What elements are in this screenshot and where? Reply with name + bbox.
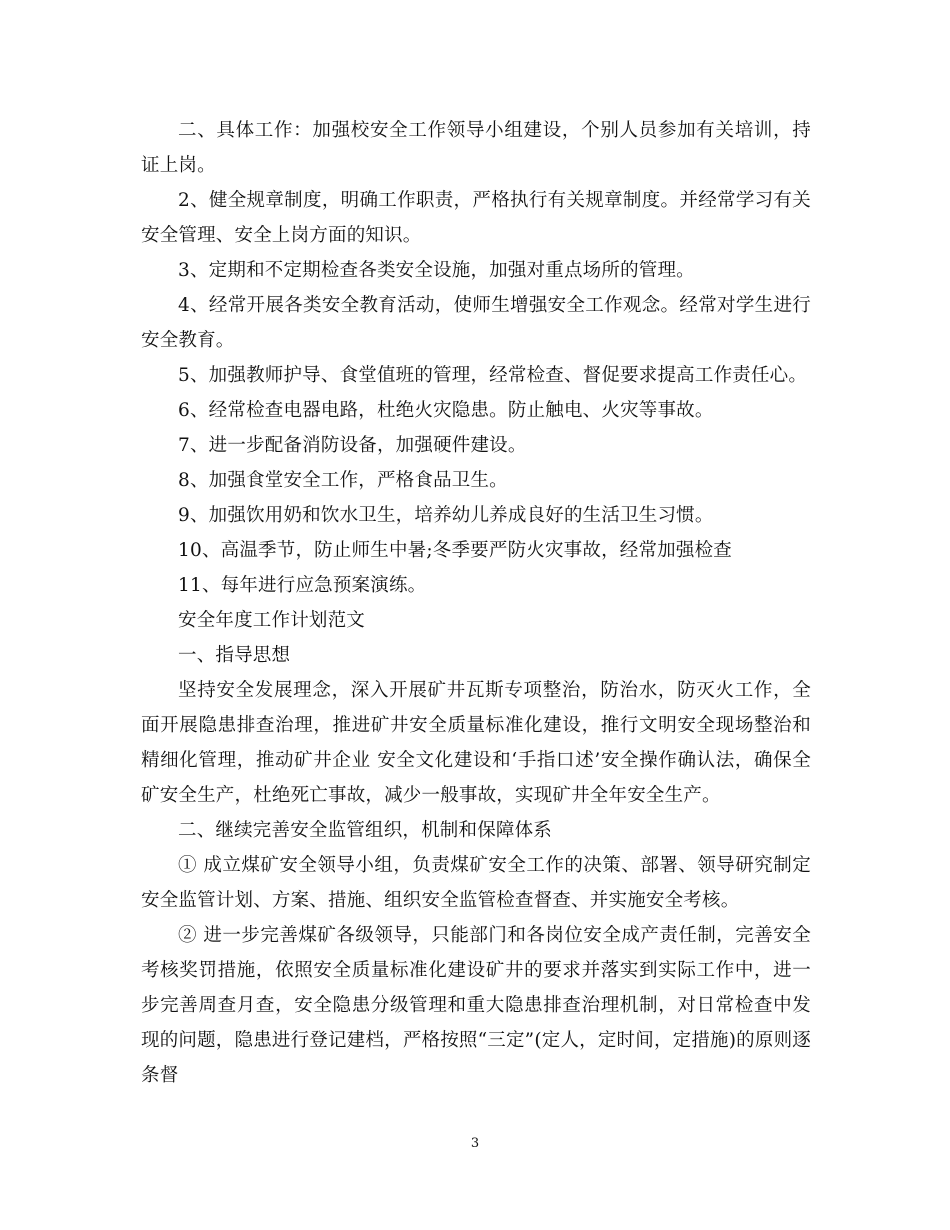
page-number: 3 (470, 1136, 480, 1151)
paragraph-circled-2: ② 进一步完善煤矿各级领导，只能部门和各岗位安全成产责任制，完善安全考核奖罚措施，依照安全质量标准化建设矿井的要求并落实到实际工作中，进一步完善周查月查，安全隐患分级管理和重大隐患排查治理机制，对日常检查中发现的问题，隐患进行登记建档，严格按照“三定”(定人，定时间，定措施)的原则逐条督 (141, 925, 811, 1086)
paragraph-guiding-ideology: 坚持安全发展理念，深入开展矿井瓦斯专项整治，防治水，防灭火工作，全面开展隐患排查治理，推进矿井安全质量标准化建设，推行文明安全现场整治和精细化管理，推动矿井企业 安全文化建设和‘手指口述’安全操作确认法，确保全矿安全生产，杜绝死亡事故，减少一般事故，实现矿井全年安全生产。 (141, 680, 811, 806)
heading-supervision-system: 二、继续完善安全监管组织，机制和保障体系 (178, 820, 553, 841)
paragraph-item-10: 10、高温季节，防止师生中暑;冬季要严防火灾事故，经常加强检查 (178, 540, 732, 561)
paragraph-item-8: 8、加强食堂安全工作，严格食品卫生。 (178, 470, 508, 491)
paragraph-item-2: 2、健全规章制度，明确工作职责，严格执行有关规章制度。并经常学习有关安全管理、安全上岗方面的知识。 (141, 190, 811, 246)
paragraph-item-4: 4、经常开展各类安全教育活动，使师生增强安全工作观念。经常对学生进行安全教育。 (141, 295, 811, 351)
paragraph-item-7: 7、进一步配备消防设备，加强硬件建设。 (178, 435, 527, 456)
paragraph-circled-1: ① 成立煤矿安全领导小组，负责煤矿安全工作的决策、部署、领导研究制定安全监管计划、方案、措施、组织安全监管检查督查、并实施安全考核。 (141, 855, 811, 911)
paragraph-item-11: 11、每年进行应急预案演练。 (178, 575, 427, 596)
paragraph-item-9: 9、加强饮用奶和饮水卫生，培养幼儿养成良好的生活卫生习惯。 (178, 505, 714, 526)
section-title: 安全年度工作计划范文 (178, 610, 366, 631)
heading-guiding-ideology: 一、指导思想 (178, 645, 291, 666)
paragraph-item-6: 6、经常检查电器电路，杜绝火灾隐患。防止触电、火灾等事故。 (178, 400, 714, 421)
paragraph-item-3: 3、定期和不定期检查各类安全设施，加强对重点场所的管理。 (178, 260, 695, 281)
paragraph-item-5: 5、加强教师护导、食堂值班的管理，经常检查、督促要求提高工作责任心。 (178, 365, 808, 386)
document-body (141, 113, 811, 1093)
paragraph-specific-work: 二、具体工作：加强校安全工作领导小组建设，个别人员参加有关培训，持证上岗。 (141, 120, 811, 176)
